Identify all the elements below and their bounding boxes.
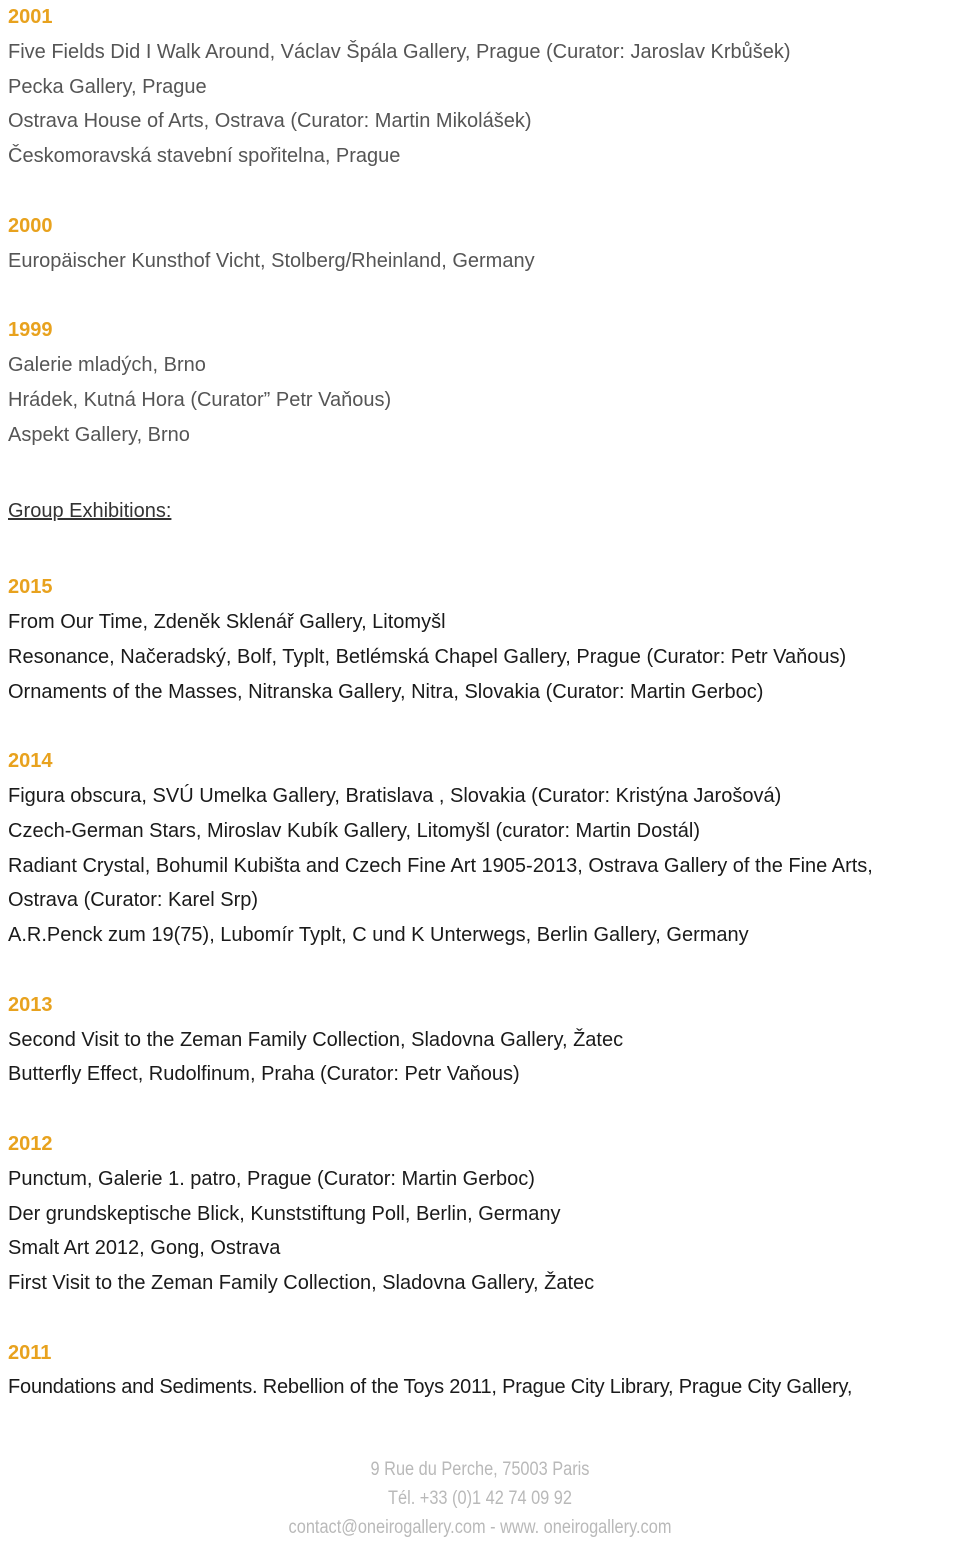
year-heading: 2013 xyxy=(8,993,53,1016)
exhibition-entry: Českomoravská stavební spořitelna, Prague xyxy=(8,145,401,168)
exhibition-entry: Figura obscura, SVÚ Umelka Gallery, Bratislava , Slovakia (Curator: Kristýna Jarošová) xyxy=(8,784,782,807)
exhibition-entry: Five Fields Did I Walk Around, Václav Špála Gallery, Prague (Curator: Jaroslav Krbůšek) xyxy=(8,40,791,63)
exhibition-entry: A.R.Penck zum 19(75), Lubomír Typlt, C und K Unterwegs, Berlin Gallery, Germany xyxy=(8,924,749,947)
exhibition-entry: Ostrava House of Arts, Ostrava (Curator: Martin Mikolášek) xyxy=(8,110,532,133)
year-section-2015 xyxy=(8,570,960,709)
exhibition-entry: Czech-German Stars, Miroslav Kubík Gallery, Litomyšl (curator: Martin Dostál) xyxy=(8,819,701,842)
year-heading: 2000 xyxy=(8,214,53,237)
exhibition-entry: Pecka Gallery, Prague xyxy=(8,75,207,98)
exhibition-entry: Butterfly Effect, Rudolfinum, Praha (Curator: Petr Vaňous) xyxy=(8,1063,520,1086)
exhibition-entry: Radiant Crystal, Bohumil Kubišta and Czech Fine Art 1905-2013, Ostrava Gallery of the Fine Arts, xyxy=(8,854,873,877)
exhibition-entry: Punctum, Galerie 1. patro, Prague (Curator: Martin Gerboc) xyxy=(8,1167,535,1190)
footer-phone: Tél. +33 (0)1 42 74 09 92 xyxy=(388,1488,572,1509)
year-section-2014 xyxy=(8,744,960,953)
document-body xyxy=(8,0,960,1405)
footer-address: 9 Rue du Perche, 75003 Paris xyxy=(370,1459,590,1480)
exhibition-entry: Foundations and Sediments. Rebellion of the Toys 2011, Prague City Library, Prague City Gallery, xyxy=(8,1376,853,1399)
group-exhibitions-heading: Group Exhibitions: xyxy=(8,500,172,523)
footer-contact: contact@oneirogallery.com - www. oneirogallery.com xyxy=(288,1517,672,1538)
year-heading: 2001 xyxy=(8,6,53,28)
year-heading: 1999 xyxy=(8,319,53,342)
year-section-1999 xyxy=(8,313,960,452)
exhibition-entry: Ostrava (Curator: Karel Srp) xyxy=(8,889,259,912)
exhibition-entry: Aspekt Gallery, Brno xyxy=(8,423,190,446)
exhibition-entry: Ornaments of the Masses, Nitranska Gallery, Nitra, Slovakia (Curator: Martin Gerboc) xyxy=(8,680,764,703)
exhibition-entry: Hrádek, Kutná Hora (Curator” Petr Vaňous) xyxy=(8,388,392,411)
exhibition-entry: Second Visit to the Zeman Family Collection, Sladovna Gallery, Žatec xyxy=(8,1028,624,1051)
year-heading: 2011 xyxy=(8,1341,52,1364)
exhibition-entry: From Our Time, Zdeněk Sklenář Gallery, Litomyšl xyxy=(8,610,446,633)
page-footer xyxy=(67,1455,893,1542)
exhibition-entry: Smalt Art 2012, Gong, Ostrava xyxy=(8,1237,281,1260)
year-section-2011 xyxy=(8,1336,960,1406)
exhibition-entry: Europäischer Kunsthof Vicht, Stolberg/Rheinland, Germany xyxy=(8,249,535,272)
year-heading: 2012 xyxy=(8,1132,53,1155)
exhibition-entry: Galerie mladých, Brno xyxy=(8,353,206,376)
year-section-2013 xyxy=(8,988,960,1092)
year-heading: 2014 xyxy=(8,750,53,773)
exhibition-entry: First Visit to the Zeman Family Collection, Sladovna Gallery, Žatec xyxy=(8,1272,595,1295)
year-section-2012 xyxy=(8,1127,960,1301)
exhibition-entry: Resonance, Načeradský, Bolf, Typlt, Betlémská Chapel Gallery, Prague (Curator: Petr Vaňous) xyxy=(8,645,847,668)
year-heading: 2015 xyxy=(8,576,53,599)
year-section-2001 xyxy=(8,0,960,174)
exhibition-entry: Der grundskeptische Blick, Kunststiftung Poll, Berlin, Germany xyxy=(8,1202,561,1225)
year-section-2000 xyxy=(8,209,960,279)
